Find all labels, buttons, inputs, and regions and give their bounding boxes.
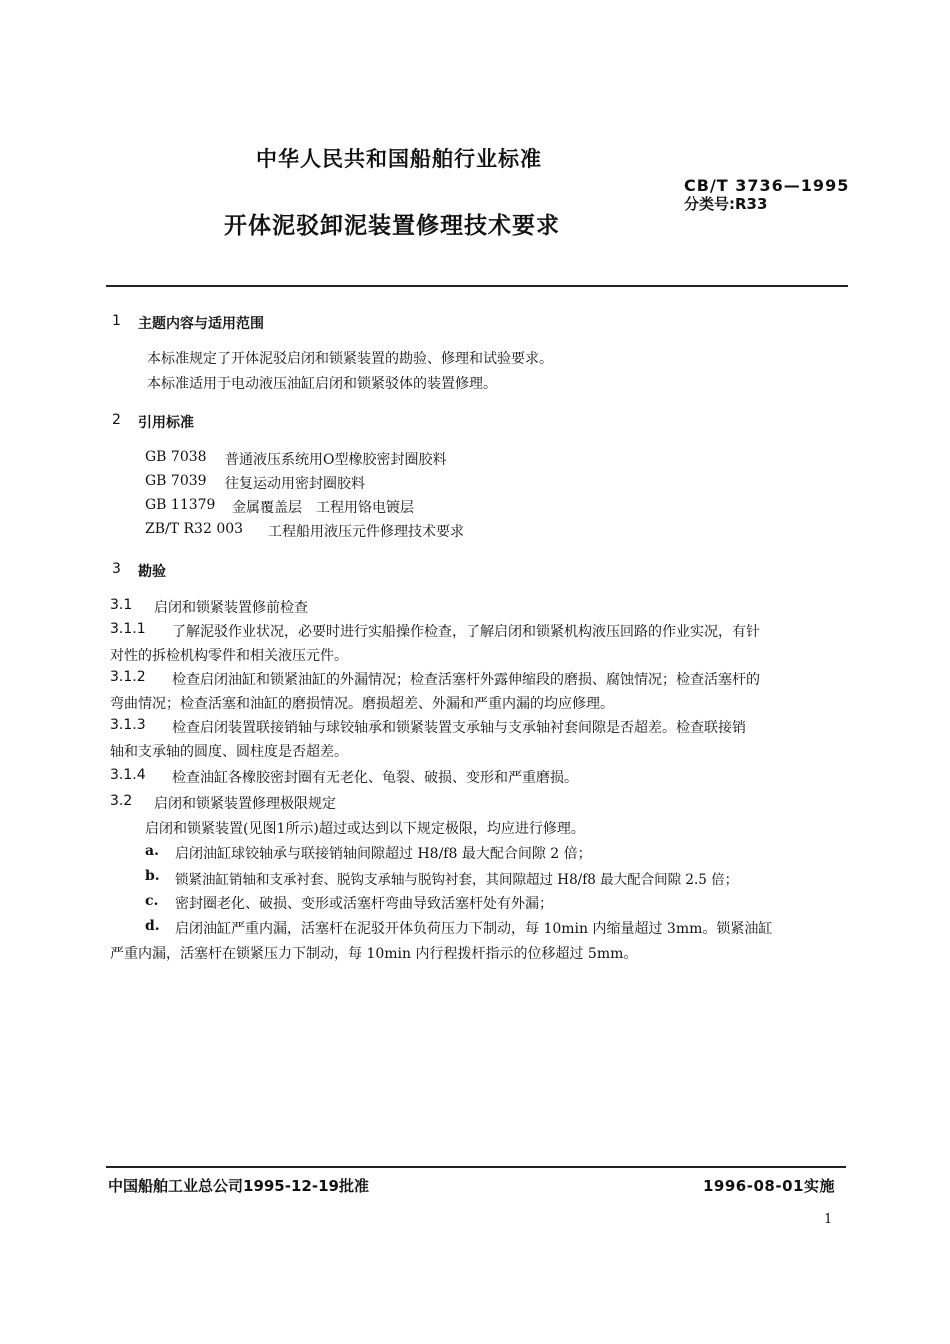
reference-title: 往复运动用密封圈胶料 [225,476,365,492]
document-title: 开体泥驳卸泥装置修理技术要求 [224,213,560,239]
subsection-3-1-title: 启闭和锁紧装置修前检查 [154,600,308,616]
reference-title: 普通液压系统用O型橡胶密封圈胶料 [225,452,447,468]
clause-3-1-1-line-1: 了解泥驳作业状况，必要时进行实船操作检查，了解启闭和锁紧机构液压回路的作业实况，有针 [172,624,760,640]
subsection-3-2-title: 启闭和锁紧装置修理极限规定 [154,796,336,812]
reference-code: GB 7038 [145,449,207,465]
org-title: 中华人民共和国船舶行业标准 [256,147,542,171]
classification-code: 分类号:R33 [684,195,768,213]
clause-3-1-3-number: 3.1.3 [110,717,146,733]
clause-3-1-3-line-2: 轴和支承轴的圆度、圆柱度是否超差。 [110,744,348,760]
item-c-mark: c. [145,893,159,909]
section-1-title: 主题内容与适用范围 [138,316,264,332]
reference-title: 金属覆盖层 工程用铬电镀层 [232,500,414,516]
reference-code: GB 11379 [145,497,216,513]
section-2-title: 引用标准 [138,415,194,431]
section-2-number: 2 [112,412,121,428]
clause-3-1-2-line-1: 检查启闭油缸和锁紧油缸的外漏情况；检查活塞杆外露伸缩段的磨损、腐蚀情况；检查活塞杆的 [172,672,760,688]
reference-code: GB 7039 [145,473,207,489]
item-b-mark: b. [145,868,160,884]
subsection-3-2-number: 3.2 [110,793,133,809]
clause-3-1-1-line-2: 对性的拆检机构零件和相关液压元件。 [110,648,348,664]
standard-code: CB/T 3736—1995 [684,176,850,195]
section-1-paragraph-1: 本标准规定了开体泥驳启闭和锁紧装置的勘验、修理和试验要求。 [147,351,553,367]
approval-line: 中国船舶工业总公司1995-12-19批准 [108,1177,369,1195]
section-1-paragraph-2: 本标准适用于电动液压油缸启闭和锁紧驳体的装置修理。 [147,376,497,392]
footer-rule [106,1166,846,1168]
page-number: 1 [824,1212,833,1227]
subsection-3-2-intro: 启闭和锁紧装置(见图1所示)超过或达到以下规定极限，均应进行修理。 [145,821,585,837]
clause-3-1-2-line-2: 弯曲情况；检查活塞和油缸的磨损情况。磨损超差、外漏和严重内漏的均应修理。 [110,696,614,712]
clause-3-1-2-number: 3.1.2 [110,669,146,685]
clause-3-1-4-line-1: 检查油缸各橡胶密封圈有无老化、龟裂、破损、变形和严重磨损。 [172,770,578,786]
item-a-mark: a. [145,843,159,859]
clause-3-1-1-number: 3.1.1 [110,621,146,637]
clause-3-1-4-number: 3.1.4 [110,767,146,783]
item-d-mark: d. [145,918,160,934]
section-3-number: 3 [112,561,121,577]
effective-date: 1996-08-01实施 [703,1177,835,1195]
section-3-title: 勘验 [138,564,166,580]
reference-code: ZB/T R32 003 [145,521,244,537]
item-d-line-1: 启闭油缸严重内漏，活塞杆在泥驳开体负荷压力下制动，每 10min 内缩量超过 3mm。锁紧油缸 [175,921,773,937]
clause-3-1-3-line-1: 检查启闭装置联接销轴与球铰轴承和锁紧装置支承轴与支承轴衬套间隙是否超差。检查联接销 [172,720,746,736]
item-d-line-2: 严重内漏，活塞杆在锁紧压力下制动，每 10min 内行程拨杆指示的位移超过 5mm。 [110,946,638,962]
section-1-number: 1 [112,313,121,329]
reference-title: 工程船用液压元件修理技术要求 [268,524,464,540]
item-a-text: 启闭油缸球铰轴承与联接销轴间隙超过 H8/f8 最大配合间隙 2 倍； [175,846,592,862]
item-c-text: 密封圈老化、破损、变形或活塞杆弯曲导致活塞杆处有外漏； [175,896,553,912]
subsection-3-1-number: 3.1 [110,597,133,613]
header-rule [106,285,848,287]
item-b-text: 锁紧油缸销轴和支承衬套、脱钩支承轴与脱钩衬套，其间隙超过 H8/f8 最大配合间隙 2.5 倍； [175,872,739,888]
